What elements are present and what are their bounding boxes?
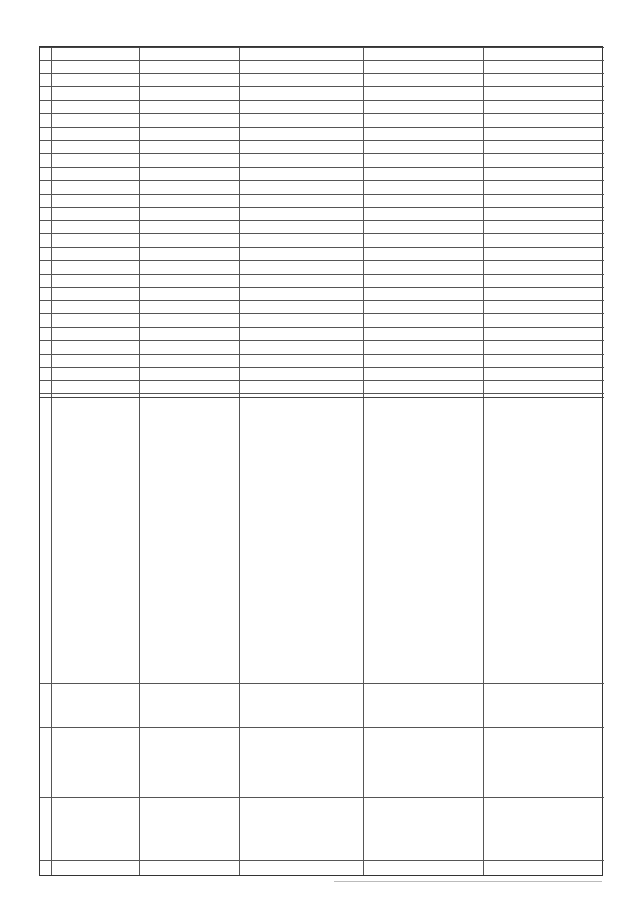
row-activity — [141, 685, 237, 725]
row-divider — [40, 233, 604, 234]
row-divider — [40, 300, 604, 301]
row-type — [53, 799, 137, 858]
row-divider — [40, 367, 604, 368]
row-id — [141, 862, 237, 875]
row-divider — [40, 167, 604, 168]
row-basis — [485, 729, 602, 795]
row-activity — [53, 685, 137, 725]
row-divider — [40, 354, 604, 355]
row-divider — [40, 194, 604, 195]
row-basis — [365, 729, 481, 795]
row-type — [241, 799, 361, 858]
row-activity — [365, 685, 481, 725]
row-activity — [485, 685, 602, 725]
row-basis — [241, 729, 361, 795]
row-divider — [40, 327, 604, 328]
column-divider — [363, 47, 364, 875]
row-requirements — [241, 399, 361, 681]
row-id — [241, 862, 361, 875]
row-divider — [40, 153, 604, 154]
row-type — [365, 799, 481, 858]
row-activity — [241, 685, 361, 725]
row-divider — [40, 397, 604, 398]
row-divider — [40, 287, 604, 288]
row-divider — [40, 393, 604, 394]
scan-edge — [334, 881, 602, 882]
row-divider — [40, 683, 604, 684]
row-divider — [40, 100, 604, 101]
row-divider — [40, 180, 604, 181]
row-divider — [40, 860, 604, 861]
row-divider — [40, 60, 604, 61]
row-divider — [40, 73, 604, 74]
row-type — [141, 799, 237, 858]
row-divider — [40, 727, 604, 728]
row-divider — [40, 207, 604, 208]
row-divider — [40, 260, 604, 261]
row-id — [365, 862, 481, 875]
row-divider — [40, 313, 604, 314]
registry-table — [39, 46, 603, 876]
row-divider — [40, 380, 604, 381]
row-divider — [40, 220, 604, 221]
row-divider — [40, 47, 604, 48]
column-divider — [139, 47, 140, 875]
row-id — [53, 862, 137, 875]
column-divider — [483, 47, 484, 875]
row-divider — [40, 797, 604, 798]
row-id — [485, 862, 602, 875]
row-type — [485, 799, 602, 858]
row-divider — [40, 274, 604, 275]
row-basis — [53, 729, 137, 795]
row-divider — [40, 127, 604, 128]
row-requirements — [365, 399, 481, 681]
row-basis — [141, 729, 237, 795]
row-divider — [40, 140, 604, 141]
row-requirements — [141, 399, 237, 681]
row-divider — [40, 113, 604, 114]
row-divider — [40, 340, 604, 341]
column-divider — [51, 47, 52, 875]
column-divider — [239, 47, 240, 875]
row-divider — [40, 247, 604, 248]
row-requirements — [485, 399, 602, 681]
row-divider — [40, 86, 604, 87]
row-requirements — [53, 399, 137, 681]
